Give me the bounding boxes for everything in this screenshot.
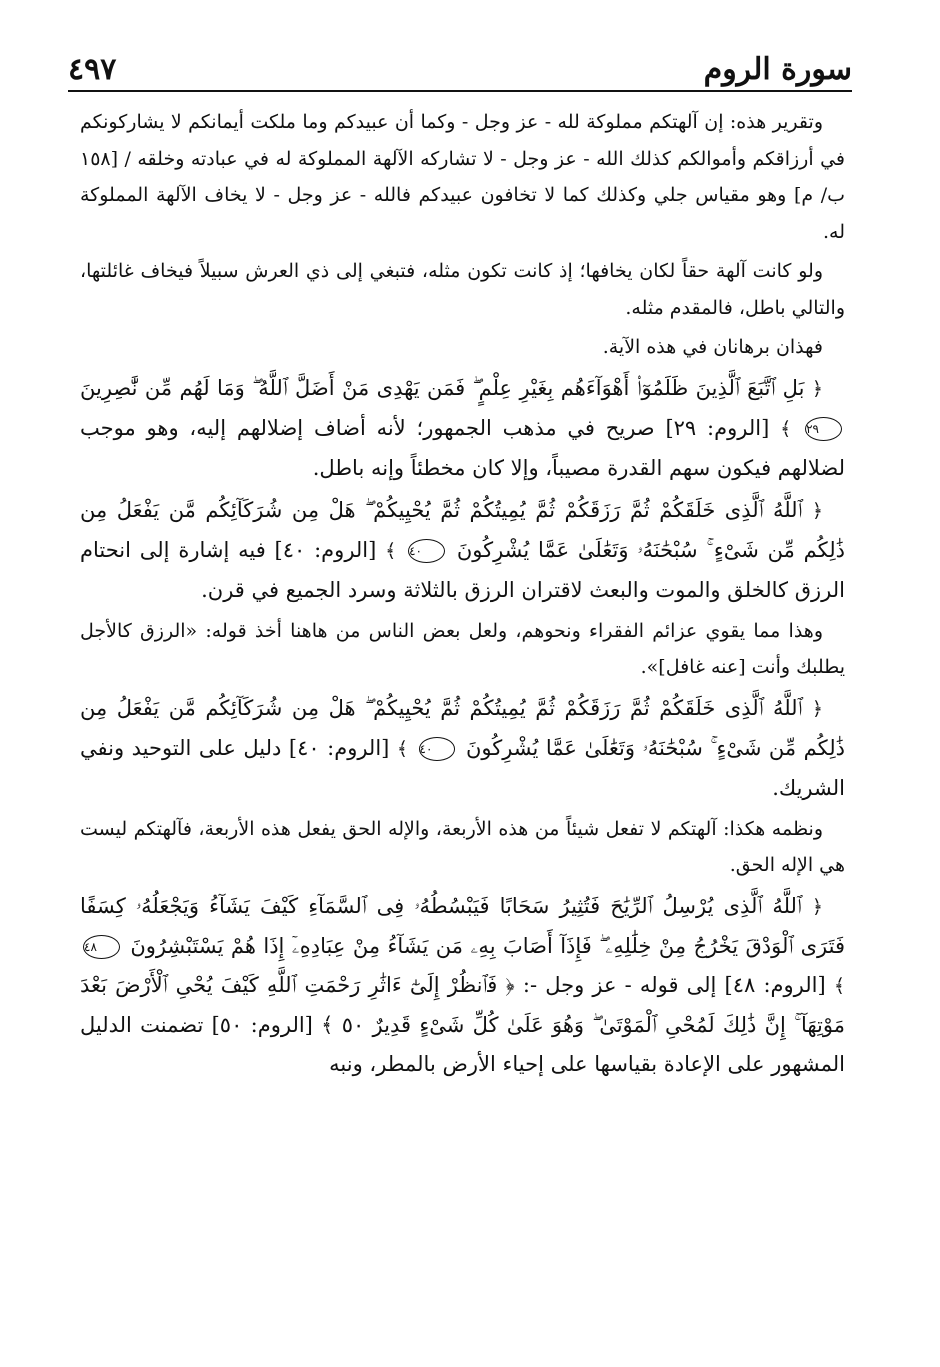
verse-paragraph-1 <box>80 369 845 488</box>
ayah-number-marker: ٤٠ <box>408 539 445 563</box>
ayah-number-marker: ٤٨ <box>83 935 120 959</box>
verse-close-bracket: ﴾ <box>833 974 846 997</box>
verse-paragraph-2 <box>80 491 845 610</box>
quran-verse: ٱللَّهُ ٱلَّذِى خَلَقَكُمْ ثُمَّ رَزَقَكُمْ ثُمَّ يُمِيتُكُمْ ثُمَّ يُحْيِيكُمْ ۖ هَلْ مِن شُرَكَآئِكُم مَّن يَفْعَلُ مِن ذَٰلِكُم مِّن شَىْءٍ ۚ سُبْحَٰنَهُۥ وَتَعَٰلَىٰ عَمَّا يُشْرِكُونَ <box>80 497 845 562</box>
paragraph-6: وهذا مما يقوي عزائم الفقراء ونحوهم، ولعل بعض الناس من هاهنا أخذ قوله: «الرزق كالأجل يطلبك وأنت [عنه غافل]». <box>80 619 845 678</box>
ayah-number-marker: ٢٩ <box>805 417 842 441</box>
verse-open-bracket: ﴿ <box>811 377 823 400</box>
verse-commentary: [الروم: ٤٨] إلى قوله - عز وجل -: ﴿ فَٱنظُرْ إِلَىٰٓ ءَاثَٰرِ رَحْمَتِ ٱللَّهِ كَيْفَ يُحْىِ ٱلْأَرْضَ بَعْدَ مَوْتِهَآ ۚ إِنَّ ذَٰلِكَ لَمُحْىِ ٱلْمَوْتَىٰ ۖ وَهُوَ عَلَىٰ كُلِّ شَىْءٍ قَدِيرٌ ٥٠ ﴾ [الروم: ٥٠] تضمنت الدليل المشهور على الإعادة بقياسها على إحياء الأرض بالمطر، ونبه <box>80 972 845 1076</box>
paragraph-2: ولو كانت آلهة حقاً لكان يخافها؛ إذ كانت تكون مثله، فتبغي إلى ذي العرش سبيلاً فيخاف غائلتها، والتالي باطل، فالمقدم مثله. <box>80 260 845 319</box>
page-header <box>68 38 852 92</box>
verse-close-bracket: ﴾ <box>385 539 397 562</box>
paragraph-1: وتقرير هذه: إن آلهتكم مملوكة لله - عز وجل - وكما أن عبيدكم وما ملكت أيمانكم لا يشاركونكم في أرزاقكم وأموالكم كذلك الله - عز وجل - لا تشاركه الآلهة المملوكة له في عبادته وخلقه / [١٥٨ ب/ م] وهو مقياس جلي وكذلك كما لا تخافون عبيدكم فالله - عز وجل - لا يخاف الآلهة المملوكة له. <box>80 111 845 243</box>
quran-verse: ٱللَّهُ ٱلَّذِى يُرْسِلُ ٱلرِّيَٰحَ فَتُثِيرُ سَحَابًا فَيَبْسُطُهُۥ فِى ٱلسَّمَآءِ كَيْفَ يَشَآءُ وَيَجْعَلُهُۥ كِسَفًا فَتَرَى ٱلْوَدْقَ يَخْرُجُ مِنْ خِلَٰلِهِۦ ۖ فَإِذَآ أَصَابَ بِهِۦ مَن يَشَآءُ مِنْ عِبَادِهِۦٓ إِذَا هُمْ يَسْتَبْشِرُونَ <box>80 893 845 958</box>
quran-verse: بَلِ ٱتَّبَعَ ٱلَّذِينَ ظَلَمُوٓا۟ أَهْوَآءَهُم بِغَيْرِ عِلْمٍ ۖ فَمَن يَهْدِى مَنْ أَضَلَّ ٱللَّهُ ۖ وَمَا لَهُم مِّن نَّٰصِرِينَ <box>80 375 805 400</box>
page-body <box>80 104 845 1087</box>
quran-verse: ٱللَّهُ ٱلَّذِى خَلَقَكُمْ ثُمَّ رَزَقَكُمْ ثُمَّ يُمِيتُكُمْ ثُمَّ يُحْيِيكُمْ ۖ هَلْ مِن شُرَكَآئِكُم مَّن يَفْعَلُ مِن ذَٰلِكُم مِّن شَىْءٍ ۚ سُبْحَٰنَهُۥ وَتَعَٰلَىٰ عَمَّا يُشْرِكُونَ <box>80 695 845 760</box>
ayah-number-marker: ٤٠ <box>419 737 456 761</box>
surah-title: سورة الروم <box>703 52 852 87</box>
verse-paragraph-3 <box>80 689 845 808</box>
verse-close-bracket: ﴾ <box>396 737 409 760</box>
verse-close-bracket: ﴾ <box>780 417 792 440</box>
verse-open-bracket: ﴿ <box>811 697 823 720</box>
verse-open-bracket: ﴿ <box>811 895 823 918</box>
verse-commentary: [الروم: ٤٠] فيه إشارة إلى انحتام الرزق كالخلق والموت والبعث لاقتران الرزق بالثلاثة وسرد الجميع في قرن. <box>80 537 845 602</box>
verse-commentary: [الروم: ٤٠] دليل على التوحيد ونفي الشريك. <box>80 735 845 800</box>
paragraph-8: ونظمه هكذا: آلهتكم لا تفعل شيئاً من هذه الأربعة، والإله الحق يفعل هذه الأربعة، فآلهتكم ليست هي الإله الحق. <box>80 817 845 876</box>
verse-commentary: [الروم: ٢٩] صريح في مذهب الجمهور؛ لأنه أضاف إضلالهم إليه، وهو موجب لضلالهم فيكون سهم القدرة مصيباً، وإلا كان مخطئاً وإنه باطل. <box>80 415 845 480</box>
verse-paragraph-4 <box>80 887 845 1084</box>
verse-open-bracket: ﴿ <box>811 499 823 522</box>
page-number: ٤٩٧ <box>68 52 117 87</box>
paragraph-3: فهذان برهانان في هذه الآية. <box>602 336 823 358</box>
